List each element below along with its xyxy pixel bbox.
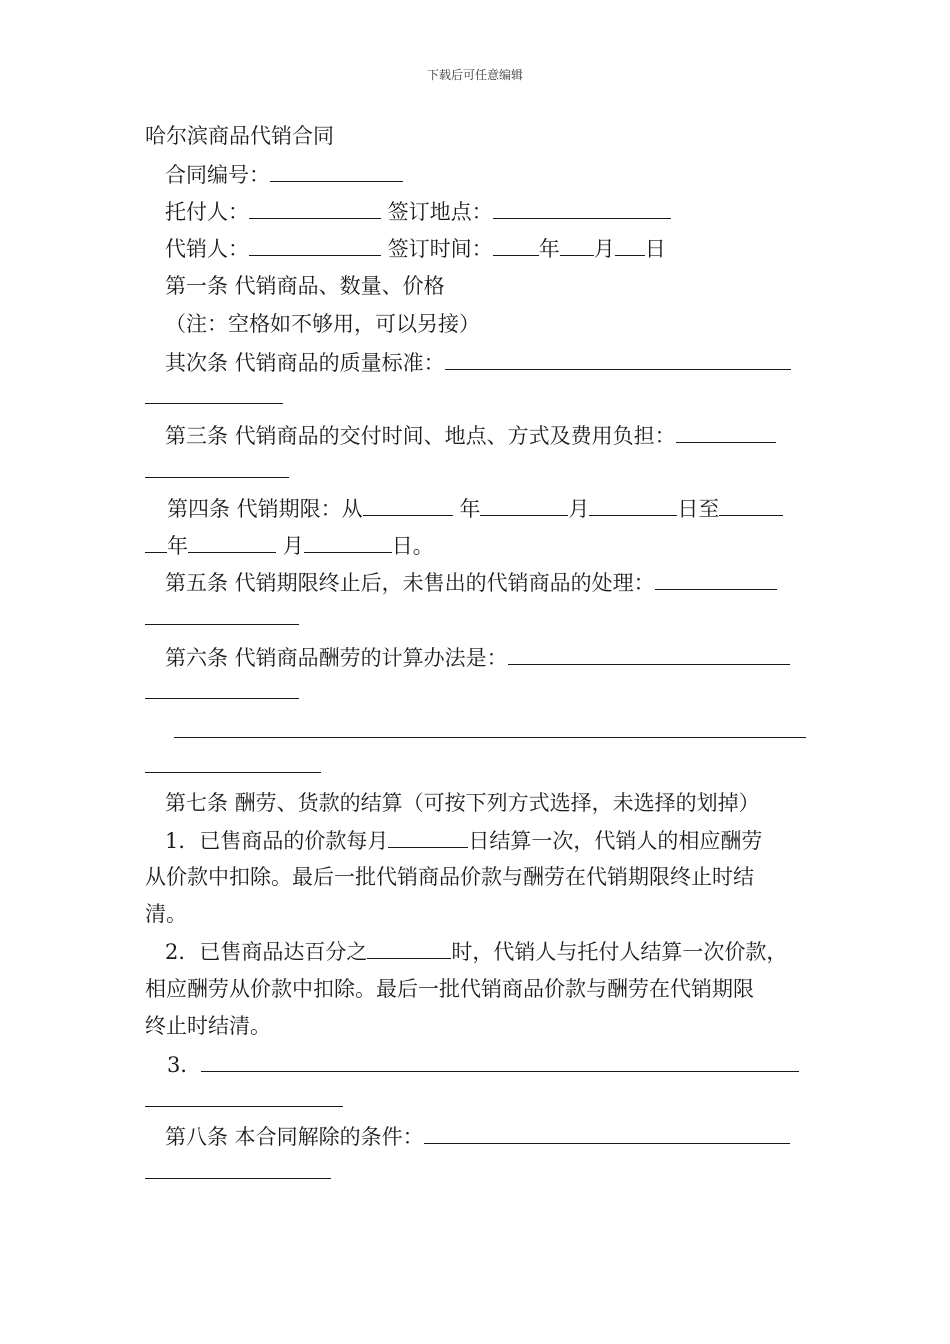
article-5-blank-cont[interactable] (145, 624, 299, 625)
to-month-blank[interactable] (188, 531, 276, 553)
from-day-blank[interactable] (589, 494, 677, 516)
item-3-blank-cont[interactable] (145, 1106, 343, 1107)
article-6-extra-blank-cont[interactable] (145, 772, 321, 773)
article-6 (165, 643, 790, 672)
from-year-label: 年 (459, 497, 481, 521)
to-day-label: 日。 (391, 534, 434, 558)
item-2-line-2: 相应酬劳从价款中扣除。最后一批代销商品价款与酬劳在代销期限 (145, 977, 754, 1001)
article-8 (165, 1122, 790, 1151)
article-6-label: 第六条 代销商品酬劳的计算办法是： (165, 646, 508, 670)
sign-month-blank[interactable] (560, 234, 594, 256)
item-3-blank[interactable] (201, 1050, 799, 1072)
article-5-blank[interactable] (655, 568, 777, 590)
day-label: 日 (644, 237, 666, 261)
page-header: 下载后可任意编辑 (426, 68, 523, 82)
article-5-label: 第五条 代销期限终止后，未售出的代销商品的处理： (165, 571, 655, 595)
article-4-label: 第四条 代销期限：从 (167, 497, 363, 521)
sign-year-blank[interactable] (493, 234, 539, 256)
article-7: 第七条 酬劳、货款的结算（可按下列方式选择，未选择的划掉） (165, 791, 760, 815)
to-day-blank[interactable] (304, 531, 392, 553)
item-3-label: 3． (167, 1053, 202, 1077)
document-title: 哈尔滨商品代销合同 (145, 124, 334, 148)
to-year-blank[interactable] (719, 494, 783, 516)
article-3 (165, 421, 776, 450)
to-year-blank-cont[interactable] (145, 531, 167, 553)
from-month-blank[interactable] (480, 494, 568, 516)
article-3-blank-cont[interactable] (145, 477, 289, 478)
month-label: 月 (593, 237, 615, 261)
article-6-extra-blank[interactable] (174, 737, 806, 738)
contract-number-line (165, 160, 403, 189)
contract-number-blank[interactable] (270, 160, 403, 182)
item-2-line-3: 终止时结清。 (145, 1014, 271, 1038)
article-4-cont (145, 531, 434, 560)
note-text: （注：空格如不够用，可以另接） (165, 312, 480, 336)
sign-place-label: 签订地点： (387, 200, 493, 224)
year-label: 年 (538, 237, 560, 261)
agent-blank[interactable] (249, 234, 381, 256)
article-2-label: 其次条 代销商品的质量标准： (165, 351, 445, 375)
to-label: 日至 (677, 497, 720, 521)
item-2-percent-blank[interactable] (367, 937, 451, 959)
item-1-rest: 日结算一次，代销人的相应酬劳 (468, 829, 763, 853)
item-1-day-blank[interactable] (388, 826, 468, 848)
to-year-label: 年 (167, 534, 188, 558)
article-3-blank[interactable] (676, 421, 776, 443)
consignor-line (165, 197, 671, 226)
sign-time-label: 签订时间： (387, 237, 493, 261)
item-1-label: 1．已售商品的价款每月 (165, 829, 389, 853)
to-month-label: 月 (282, 534, 304, 558)
sign-day-blank[interactable] (615, 234, 645, 256)
item-2-label: 2．已售商品达百分之 (165, 940, 368, 964)
article-2-blank-cont[interactable] (145, 403, 283, 404)
item-1-line-3: 清。 (145, 902, 187, 926)
article-3-label: 第三条 代销商品的交付时间、地点、方式及费用负担： (165, 424, 676, 448)
from-month-label: 月 (568, 497, 590, 521)
consignor-label: 托付人： (165, 200, 249, 224)
article-5 (165, 568, 777, 597)
article-2-blank[interactable] (445, 348, 791, 370)
article-1: 第一条 代销商品、数量、价格 (165, 274, 445, 298)
article-6-blank-cont[interactable] (145, 698, 299, 699)
item-1-line-1 (165, 826, 762, 855)
from-year-blank[interactable] (363, 494, 453, 516)
agent-line (165, 234, 666, 263)
article-8-blank-cont[interactable] (145, 1178, 331, 1179)
item-2-line-1 (165, 937, 787, 966)
article-8-label: 第八条 本合同解除的条件： (165, 1125, 424, 1149)
consignor-blank[interactable] (249, 197, 381, 219)
item-3 (167, 1050, 799, 1079)
article-8-blank[interactable] (424, 1122, 790, 1144)
article-2 (165, 348, 791, 377)
article-6-blank[interactable] (508, 643, 790, 665)
item-2-rest: 时，代销人与托付人结算一次价款， (451, 940, 788, 964)
article-4 (167, 494, 783, 523)
agent-label: 代销人： (165, 237, 249, 261)
sign-place-blank[interactable] (493, 197, 671, 219)
contract-number-label: 合同编号： (165, 163, 270, 187)
item-1-line-2: 从价款中扣除。最后一批代销商品价款与酬劳在代销期限终止时结 (145, 865, 754, 889)
